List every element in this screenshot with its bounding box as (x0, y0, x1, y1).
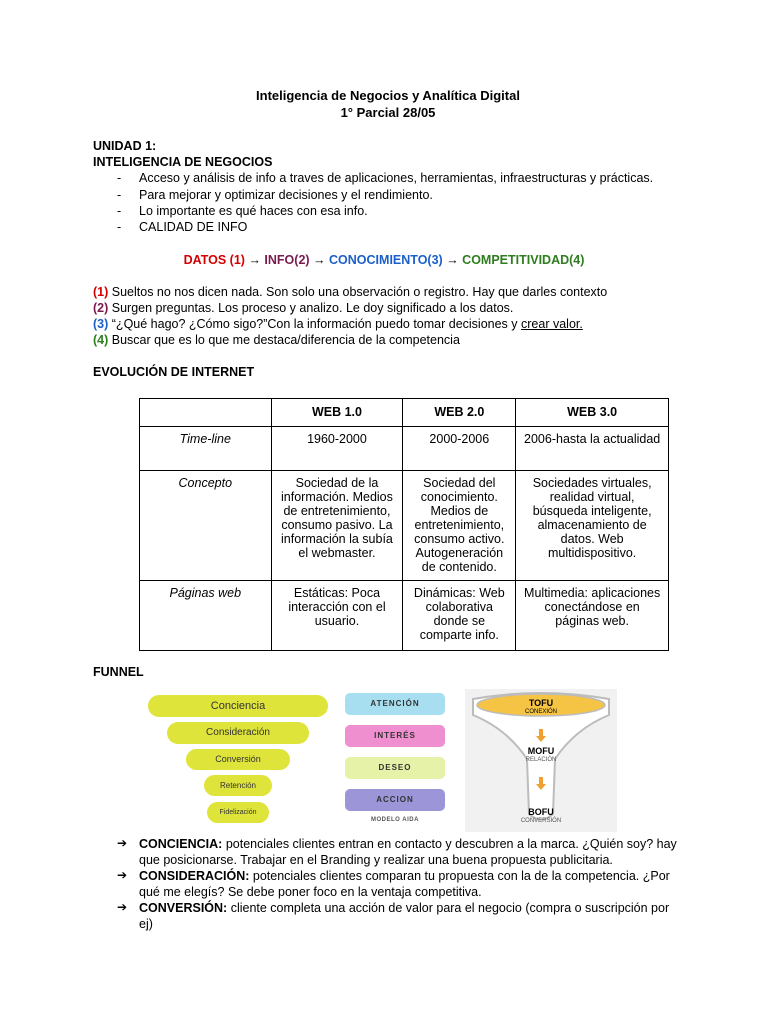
table-header-cell: WEB 2.0 (403, 399, 516, 427)
funnel-stage-retencion: Retención (204, 775, 272, 796)
unit-bullet-1: Acceso y análisis de info a traves de aplicaciones, herramientas, infraestructuras y prácticas. (139, 171, 654, 185)
bullet-dash: - (117, 171, 122, 185)
unit-label: UNIDAD 1: (93, 139, 157, 153)
funnel-stage-fidelizacion: Fidelización (207, 802, 269, 823)
note-text: Buscar que es lo que me destaca/diferencia de la competencia (111, 333, 460, 347)
unit-bullet-3: Lo importante es qué haces con esa info. (139, 204, 368, 218)
table-cell: Dinámicas: Web colaborativa donde se comparte info. (403, 581, 516, 651)
table-header-cell (140, 399, 272, 427)
table-cell: Sociedad de la información. Medios de entretenimiento, consumo pasivo. La información la subía el webmaster. (271, 471, 403, 581)
document-title: Inteligencia de Negocios y Analítica Digital (256, 88, 520, 103)
funnel-heading: FUNNEL (93, 665, 144, 679)
row-label: Páginas web (140, 581, 272, 651)
note-text: Sueltos no nos dicen nada. Son solo una observación o registro. Hay que darles contexto (111, 285, 608, 299)
evolution-heading: EVOLUCIÓN DE INTERNET (93, 365, 255, 379)
table-cell: 2000-2006 (403, 427, 516, 471)
crear-valor-link[interactable]: crear valor. (521, 317, 583, 331)
chain-arrow: → (248, 253, 261, 267)
aida-caption: MODELO AIDA (371, 817, 419, 823)
chain-arrow: → (313, 253, 326, 267)
note-number: (3) (93, 317, 109, 331)
table-header-cell: WEB 3.0 (516, 399, 669, 427)
table-row (140, 427, 669, 471)
chain-competitividad: COMPETITIVIDAD(4) (462, 253, 585, 267)
aida-accion: ACCION (345, 789, 445, 811)
note-2 (93, 301, 513, 315)
chain-arrow: → (446, 253, 459, 267)
table-row (140, 581, 669, 651)
note-number: (2) (93, 301, 109, 315)
bullet-dash: - (117, 204, 122, 218)
note-text: Surgen preguntas. Los proceso y analizo. Le doy significado a los datos. (111, 301, 514, 315)
chain-info: INFO(2) (264, 253, 310, 267)
unit-bullet-2: Para mejorar y optimizar decisiones y el rendimiento. (139, 188, 433, 202)
funnel-term: CONCIENCIA: (139, 837, 223, 851)
funnel-item-conversion (139, 900, 679, 932)
funnel-desc: potenciales clientes entran en contacto y descubren a la marca. ¿Quién soy? hay que posicionarse. Trabajar en el Branding y realizar una buena propuesta publicitaria. (139, 837, 677, 867)
bofu-label: BOFU (528, 807, 554, 817)
funnel-item-consideracion (139, 868, 679, 900)
chain-conocimiento: CONOCIMIENTO(3) (329, 253, 443, 267)
funnel-stage-conciencia: Conciencia (148, 695, 328, 717)
bullet-dash: - (117, 188, 122, 202)
bofu-sub: CONVERSIÓN (520, 818, 562, 824)
table-cell: 2006-hasta la actualidad (516, 427, 669, 471)
unit-heading: INTELIGENCIA DE NEGOCIOS (93, 155, 273, 169)
funnel-desc: cliente completa una acción de valor para el negocio (compra o suscripción por ej) (139, 901, 670, 931)
funnel-item-conciencia (139, 836, 679, 868)
note-3 (93, 317, 583, 331)
table-cell: Sociedad del conocimiento. Medios de entretenimiento, consumo activo. Autogeneración de contenido. (403, 471, 516, 581)
mofu-label: MOFU (527, 746, 555, 756)
funnel-term: CONVERSIÓN: (139, 901, 228, 915)
tofu-label: TOFU (528, 698, 554, 708)
arrow-right-icon: ➔ (117, 900, 128, 914)
arrow-right-icon: ➔ (117, 836, 128, 850)
table-cell: Multimedia: aplicaciones conectándose en páginas web. (516, 581, 669, 651)
evolution-table (139, 398, 669, 651)
funnel-desc: potenciales clientes comparan tu propuesta con la de la competencia. ¿Por qué me elegís? Se debe poner foco en la ventaja competitiva. (139, 869, 670, 899)
table-header-cell: WEB 1.0 (271, 399, 403, 427)
funnel-term: CONSIDERACIÓN: (139, 869, 250, 883)
arrow-right-icon: ➔ (117, 868, 128, 882)
aida-atencion: ATENCIÓN (345, 693, 445, 715)
info-chain (0, 253, 768, 267)
table-row (140, 471, 669, 581)
table-cell: Sociedades virtuales, realidad virtual, búsqueda inteligente, almacenamiento de datos. Web multidispositivo. (516, 471, 669, 581)
chain-datos: DATOS (1) (183, 253, 245, 267)
aida-interes: INTERÉS (345, 725, 445, 747)
mofu-sub: RELACIÓN (525, 757, 557, 763)
note-1 (93, 285, 607, 299)
note-number: (4) (93, 333, 109, 347)
aida-deseo: DESEO (345, 757, 445, 779)
tofu-funnel-graphic (465, 689, 617, 832)
note-text: “¿Qué hago? ¿Cómo sigo?”Con la información puedo tomar decisiones y (111, 317, 522, 331)
table-cell: 1960-2000 (271, 427, 403, 471)
bullet-dash: - (117, 220, 122, 234)
unit-bullet-4: CALIDAD DE INFO (139, 220, 248, 234)
table-cell: Estáticas: Poca interacción con el usuario. (271, 581, 403, 651)
funnel-stage-consideracion: Consideración (167, 722, 309, 744)
note-4 (93, 333, 460, 347)
document-subtitle: 1° Parcial 28/05 (340, 105, 436, 120)
tofu-sub: CONEXIÓN (524, 709, 557, 715)
funnel-stage-conversion: Conversión (186, 749, 290, 770)
table-header-row (140, 399, 669, 427)
row-label: Concepto (140, 471, 272, 581)
row-label: Time-line (140, 427, 272, 471)
note-number: (1) (93, 285, 109, 299)
